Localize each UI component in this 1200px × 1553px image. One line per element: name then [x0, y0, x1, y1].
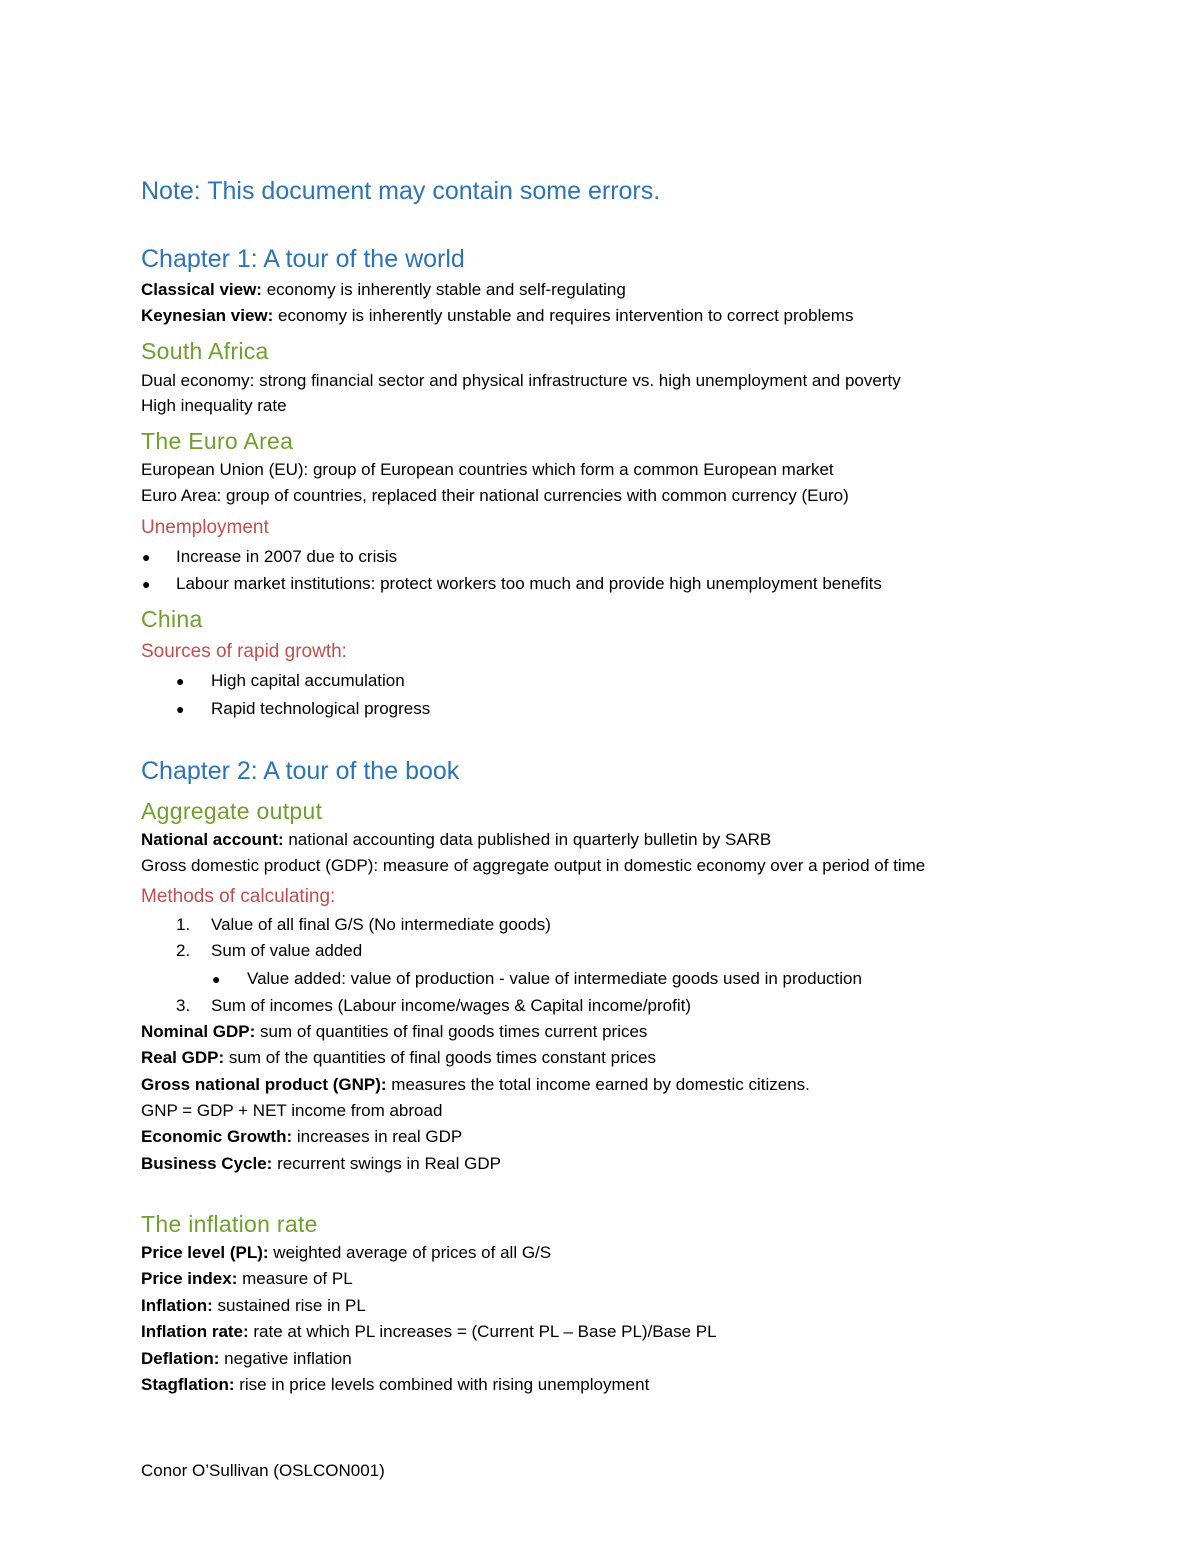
- inflation-line: [141, 1295, 366, 1317]
- aggregate-output-heading: Aggregate output: [141, 798, 323, 824]
- list-item: High capital accumulation: [211, 671, 405, 690]
- term: Nominal GDP:: [141, 1022, 256, 1041]
- footer-author: Conor O’Sullivan (OSLCON001): [141, 1461, 385, 1480]
- definition: economy is inherently stable and self-regulating: [261, 280, 626, 299]
- chapter-1-title: Chapter 1: A tour of the world: [141, 245, 465, 273]
- national-account-line: [141, 829, 771, 851]
- term: Inflation rate:: [141, 1322, 249, 1341]
- list-item: Value of all final G/S (No intermediate goods): [211, 915, 551, 934]
- china-heading: China: [141, 606, 203, 632]
- term: Price level (PL):: [141, 1243, 269, 1262]
- list-number: 2.: [176, 941, 191, 960]
- term: Business Cycle:: [141, 1154, 273, 1173]
- price-level-line: [141, 1242, 551, 1264]
- south-africa-line: Dual economy: strong financial sector and physical infrastructure vs. high unemployment and poverty: [141, 371, 901, 390]
- euro-area-heading: The Euro Area: [141, 428, 294, 454]
- euro-area-line: European Union (EU): group of European countries which form a common European market: [141, 460, 834, 479]
- list-item: Sum of value added: [211, 941, 363, 960]
- classical-view-line: [141, 279, 626, 301]
- term: Deflation:: [141, 1349, 220, 1368]
- euro-area-line: Euro Area: group of countries, replaced their national currencies with common currency (Euro): [141, 486, 849, 505]
- inflation-rate-heading: The inflation rate: [141, 1211, 318, 1237]
- price-index-line: [141, 1268, 353, 1290]
- list-number: 1.: [176, 915, 191, 934]
- inflation-rate-line: [141, 1321, 717, 1343]
- list-item: Rapid technological progress: [211, 699, 431, 718]
- list-item: Labour market institutions: protect workers too much and provide high unemployment benefits: [176, 574, 882, 593]
- term: Keynesian view:: [141, 306, 274, 325]
- definition: rate at which PL increases = (Current PL – Base PL)/Base PL: [248, 1322, 717, 1341]
- definition: measures the total income earned by domestic citizens.: [386, 1075, 810, 1094]
- gnp-formula: GNP = GDP + NET income from abroad: [141, 1101, 443, 1120]
- definition: recurrent swings in Real GDP: [272, 1154, 501, 1173]
- term: Inflation:: [141, 1296, 213, 1315]
- bullet-icon: ●: [142, 576, 151, 592]
- list-number: 3.: [176, 996, 191, 1015]
- term: Gross national product (GNP):: [141, 1075, 387, 1094]
- definition: weighted average of prices of all G/S: [268, 1243, 552, 1262]
- unemployment-heading: Unemployment: [141, 517, 269, 538]
- bullet-icon: ●: [142, 549, 151, 565]
- chapter-2-title: Chapter 2: A tour of the book: [141, 757, 460, 785]
- definition: negative inflation: [219, 1349, 352, 1368]
- list-item: Increase in 2007 due to crisis: [176, 547, 398, 566]
- bullet-icon: ●: [176, 673, 185, 689]
- definition: sum of quantities of final goods times current prices: [255, 1022, 648, 1041]
- term: Real GDP:: [141, 1048, 225, 1067]
- term: National account:: [141, 830, 284, 849]
- list-item: Value added: value of production - value of intermediate goods used in production: [247, 969, 862, 988]
- south-africa-heading: South Africa: [141, 338, 269, 364]
- definition: measure of aggregate output in domestic economy over a period of time: [378, 856, 926, 875]
- definition: economy is inherently unstable and requires intervention to correct problems: [273, 306, 854, 325]
- term: Stagflation:: [141, 1375, 235, 1394]
- definition: Gross domestic product (GDP):: [141, 856, 379, 875]
- definition: national accounting data published in quarterly bulletin by SARB: [283, 830, 772, 849]
- keynesian-view-line: [141, 305, 853, 327]
- term: Price index:: [141, 1269, 238, 1288]
- definition: sustained rise in PL: [212, 1296, 366, 1315]
- economic-growth-line: [141, 1126, 462, 1148]
- term: Economic Growth:: [141, 1127, 293, 1146]
- term: Classical view:: [141, 280, 262, 299]
- nominal-gdp-line: [141, 1021, 647, 1043]
- gdp-line: [141, 855, 925, 877]
- south-africa-line: High inequality rate: [141, 396, 287, 415]
- bullet-icon: ●: [212, 971, 221, 987]
- business-cycle-line: [141, 1153, 501, 1175]
- definition: measure of PL: [237, 1269, 353, 1288]
- real-gdp-line: [141, 1047, 656, 1069]
- list-item: Sum of incomes (Labour income/wages & Capital income/profit): [211, 996, 691, 1015]
- definition: increases in real GDP: [292, 1127, 463, 1146]
- definition: rise in price levels combined with rising unemployment: [234, 1375, 650, 1394]
- stagflation-line: [141, 1374, 649, 1396]
- deflation-line: [141, 1348, 352, 1370]
- bullet-icon: ●: [176, 701, 185, 717]
- gnp-line: [141, 1074, 810, 1096]
- sources-of-growth-heading: Sources of rapid growth:: [141, 641, 347, 662]
- definition: sum of the quantities of final goods times constant prices: [224, 1048, 656, 1067]
- methods-heading: Methods of calculating:: [141, 886, 336, 907]
- note-heading: Note: This document may contain some errors.: [141, 177, 661, 205]
